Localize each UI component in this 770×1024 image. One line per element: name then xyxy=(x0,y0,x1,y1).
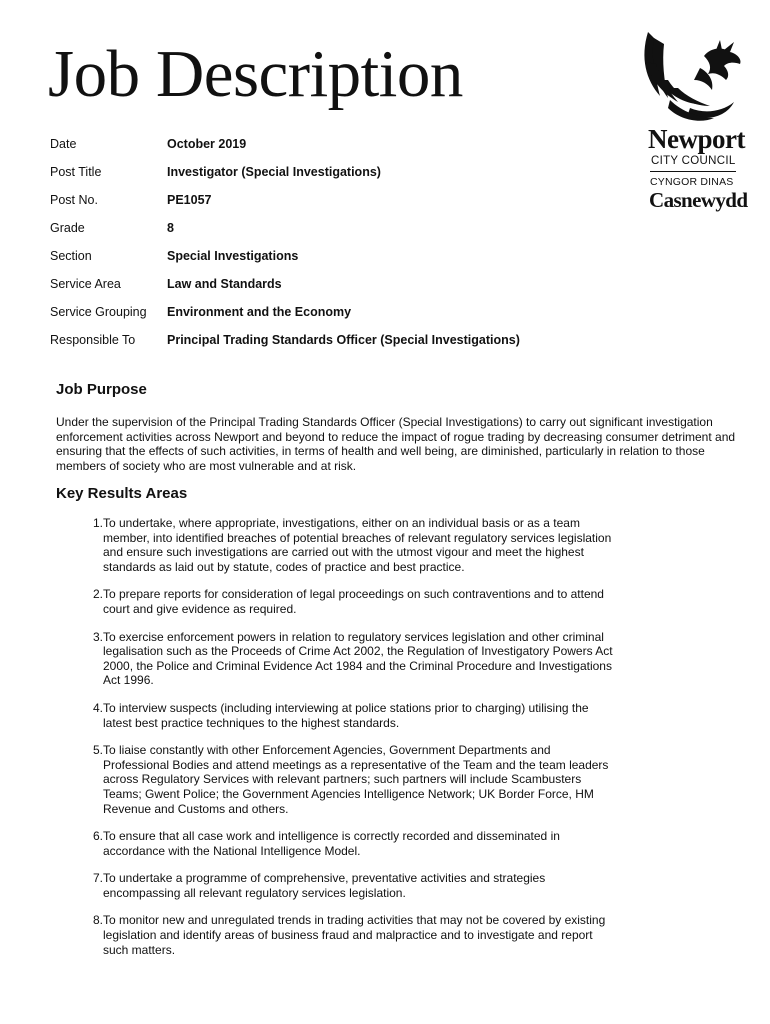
detail-row-post-no xyxy=(50,192,610,220)
logo-divider xyxy=(650,171,736,172)
detail-value: Principal Trading Standards Officer (Special Investigations) xyxy=(167,333,520,347)
detail-value: Law and Standards xyxy=(167,277,282,291)
detail-value: 8 xyxy=(167,221,174,235)
list-item xyxy=(56,913,616,957)
detail-label: Grade xyxy=(50,221,85,235)
detail-value: Environment and the Economy xyxy=(167,305,352,319)
list-item-number: 5. xyxy=(92,743,103,758)
list-item xyxy=(56,743,616,816)
logo-name-english: Newport xyxy=(648,124,745,154)
key-results-heading: Key Results Areas xyxy=(56,485,188,502)
list-item-number: 7. xyxy=(92,871,103,886)
list-item xyxy=(56,871,616,900)
list-item-number: 4. xyxy=(92,700,103,715)
job-purpose-text: Under the supervision of the Principal Trading Standards Officer (Special Investigations) to carry out significant investigation enforcement activities across Newport and beyond to reduce the impact of rogue trading by decreasing consumer detriment and ensuring that the effects of such activities, in terms of health and well being, are diminished, particularly in relation to those members of society who are most vulnerable and at risk. xyxy=(56,415,736,473)
list-item-text: To undertake a programme of comprehensive, preventative activities and strategies encompassing all relevant regulatory services legislation. xyxy=(103,871,546,900)
list-item xyxy=(56,701,616,730)
list-item xyxy=(56,829,616,858)
job-details-table xyxy=(50,136,610,360)
list-item xyxy=(56,630,616,688)
list-item-text: To prepare reports for consideration of legal proceedings on such contraventions and to attend court and give evidence as required. xyxy=(103,587,604,616)
detail-row-section xyxy=(50,248,610,276)
list-item-number: 8. xyxy=(92,913,103,928)
list-item-number: 2. xyxy=(92,587,103,602)
list-item-text: To ensure that all case work and intelligence is correctly recorded and disseminated in accordance with the National Intelligence Model. xyxy=(103,829,560,858)
detail-label: Post No. xyxy=(50,193,98,207)
list-item-number: 3. xyxy=(92,629,103,644)
list-item xyxy=(56,587,616,616)
detail-label: Section xyxy=(50,249,92,263)
logo-council-welsh: CYNGOR DINAS xyxy=(650,176,734,188)
detail-row-post-title xyxy=(50,164,610,192)
detail-row-date xyxy=(50,136,610,164)
list-item-text: To liaise constantly with other Enforcement Agencies, Government Departments and Professional Bodies and attend meetings as a representative of the Team and the team leaders across Regulatory Services with relevant partners; such partners will include Scambusters Teams; Gwent Police; the Government Agencies Intelligence Network; UK Border Force, HM Revenue and Customs and others. xyxy=(103,743,609,816)
detail-row-responsible-to xyxy=(50,332,610,360)
detail-label: Service Area xyxy=(50,277,121,291)
key-results-list xyxy=(56,516,616,970)
list-item-number: 6. xyxy=(92,829,103,844)
detail-label: Date xyxy=(50,137,77,151)
detail-value: PE1057 xyxy=(167,193,212,207)
detail-label: Service Grouping xyxy=(50,305,147,319)
logo-name-welsh: Casnewydd xyxy=(649,188,748,212)
list-item-number: 1. xyxy=(92,516,103,530)
logo-council-english: CITY COUNCIL xyxy=(651,155,736,167)
page-title: Job Description xyxy=(48,37,463,111)
list-item-text: To exercise enforcement powers in relation to regulatory services legislation and other criminal legalisation such as the Proceeds of Crime Act 2002, the Regulation of Investigatory Powers Act 2000, the Police and Criminal Evidence Act 1984 and the Criminal Procedure and Investigations Act 1996. xyxy=(103,629,613,688)
list-item xyxy=(56,516,616,574)
detail-label: Responsible To xyxy=(50,333,136,347)
job-purpose-heading: Job Purpose xyxy=(56,381,147,398)
detail-value: October 2019 xyxy=(167,137,247,151)
detail-label: Post Title xyxy=(50,165,102,179)
detail-row-service-grouping xyxy=(50,304,610,332)
dragon-emblem-icon xyxy=(630,28,750,128)
detail-row-service-area xyxy=(50,276,610,304)
list-item-text: To interview suspects (including interviewing at police stations prior to charging) utilising the latest best practice techniques to the highest standards. xyxy=(103,700,589,730)
list-item-text: To monitor new and unregulated trends in trading activities that may not be covered by existing legislation and identify areas of business fraud and malpractice and to investigate and report such matters. xyxy=(103,913,606,957)
detail-value: Special Investigations xyxy=(167,249,299,263)
newport-council-logo xyxy=(630,28,750,218)
list-item-text: To undertake, where appropriate, investigations, either on an individual basis or as a team member, into identified breaches of potential breaches of relevant regulatory services legislation and ensure such investigations are carried out with the utmost vigour and meet the highest standards as laid out by statute, codes of practice and best practice. xyxy=(103,516,612,574)
detail-row-grade xyxy=(50,220,610,248)
detail-value: Investigator (Special Investigations) xyxy=(167,165,381,179)
